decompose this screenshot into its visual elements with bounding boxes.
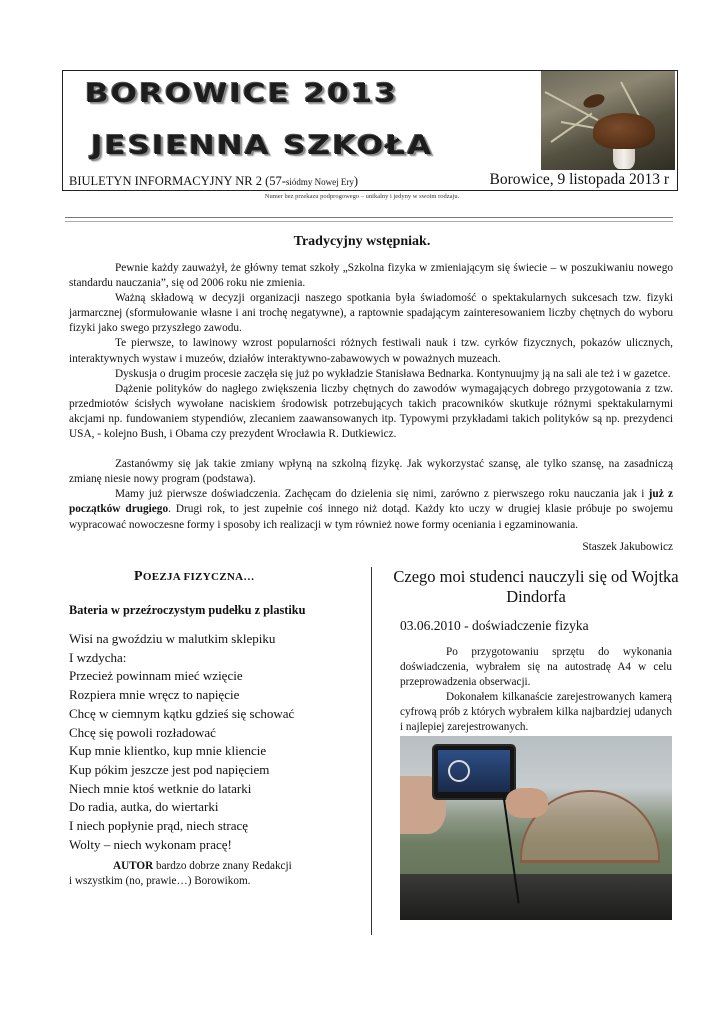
poem-line: Rozpiera mnie wręcz to napięcie xyxy=(69,687,240,703)
poem-heading: Bateria w przeźroczystym pudełku z plastiku xyxy=(69,603,306,617)
poem-body xyxy=(69,630,294,854)
editorial-paragraph: Pewnie każdy zauważył, że główny temat szkoły „Szkolna fizyka w zmieniającym się świecie – w poszukiwaniu nowego standardu nauczania”, się od 2006 roku nie zmienia. xyxy=(69,262,673,290)
poem-line: Wisi na gwoździu w malutkim sklepiku xyxy=(69,631,276,646)
pine-cone-shape xyxy=(582,92,607,111)
article-date: 03.06.2010 - doświadczenie fizyka xyxy=(400,618,589,633)
poem-line: Chcę w ciemnym kątku gdzieś się schować xyxy=(69,705,295,721)
masthead xyxy=(62,70,678,191)
editorial-title: Tradycyjny wstępniak. xyxy=(293,234,431,249)
gps-experiment-photo xyxy=(400,736,672,920)
divider-rule xyxy=(65,217,673,218)
article-body xyxy=(400,645,672,736)
divider-rule-thin xyxy=(65,221,673,222)
poem-author-note: AUTOR bardzo dobrze znany Redakcji i wszystkim (no, prawie…) Borowikom. xyxy=(69,860,292,887)
poem-line: Przecież powinnam mieć wzięcie xyxy=(69,668,243,684)
masthead-subnote: Numer bez przekazu podprogowego – unikalny i jedyny w swoim rodzaju. xyxy=(264,193,460,200)
poem-line: Do radia, autka, do wiertarki xyxy=(69,799,219,815)
masthead-title-line2: JESIENNA SZKOŁA xyxy=(91,131,434,161)
editorial-paragraph: Zastanówmy się jak takie zmiany wpłyną na szkolną fizykę. Jak wykorzystać szansę, ale tylko szansę, na zasadniczą zmianę niesie nowy program (podstawa). xyxy=(69,458,673,486)
column-divider xyxy=(371,567,372,935)
poetry-section-title: POEZJA FIZYCZNA… xyxy=(134,569,255,584)
bulletin-meta-line xyxy=(69,172,673,190)
editorial-paragraph: Dyskusja o drugim procesie zaczęła się już po wykładzie Stanisława Bednarka. Kontynuujmy ją na sali ale też i w gazetce. xyxy=(115,367,671,380)
editorial-paragraph: Ważną składową w decyzji organizacji naszego spotkania była świadomość o spektakularnych sukcesach tzw. fizyki jarmarcznej (sformułowanie własne i ani trochę negatywne), a raptownie spadającym zainteresowaniem liczby chętnych do wyboru fizyki jako swego przyszłego zawodu. xyxy=(69,292,673,335)
poem-line: I niech popłynie prąd, niech stracę xyxy=(69,818,249,834)
bulletin-label: BIULETYN INFORMACYJNY NR 2 (57-siódmy Nowej Ery) xyxy=(69,174,359,188)
car-dashboard-shape xyxy=(400,874,672,920)
masthead-title-line1: BOROWICE 2013 xyxy=(85,79,398,109)
hand-shape-right xyxy=(506,788,548,818)
article-paragraph: Dokonałem kilkanaście zarejestrowanych kamerą cyfrową prób z których wybrałem kilka najbardziej udanych i najlepiej zarejestrowanych. xyxy=(400,691,672,734)
editorial-signature: Staszek Jakubowicz xyxy=(582,540,673,553)
poem-line: Niech mnie ktoś wetknie do latarki xyxy=(69,780,252,796)
mushroom-photo xyxy=(541,71,675,170)
poem-line: Chcę się powoli rozładować xyxy=(69,724,216,740)
poem-line: I wzdycha: xyxy=(69,649,127,665)
editorial-paragraph: Dążenie polityków do nagłego zwiększenia liczby chętnych do zawodów wymagających dobrego przygotowania z tzw. przedmiotów ścisłych wywołane naciskiem środowisk potrzebujących takich pracowników skutkuje różnymi spektakularnymi akcjami np. fundowaniem stypendiów, zlecaniem zaawansowanych itp. Typowymi przykładami takich polityków są np. prezydenci USA, - kolejno Bush, i Obama czy prezydent Wrocławia R. Dutkiewicz. xyxy=(69,382,673,441)
article-title: Czego moi studenci nauczyli się od Wojtka Dindorfa xyxy=(393,567,679,606)
poem-line: Wolty – niech wykonam pracę! xyxy=(69,836,232,852)
mushroom-cap-shape xyxy=(593,113,655,149)
poem-line: Kup pókim jeszcze jest pod napięciem xyxy=(69,761,270,777)
editorial-body xyxy=(69,261,673,555)
gps-device-shape xyxy=(432,744,516,800)
article-paragraph: Po przygotowaniu sprzętu do wykonania doświadczenia, wybrałem się na autostradę A4 w celu przeprowadzenia obserwacji. xyxy=(400,646,672,689)
poem-line: Kup mnie klientko, kup mnie kliencie xyxy=(69,743,267,759)
editorial-paragraph: Te pierwsze, to lawinowy wzrost popularności różnych festiwali nauk i tzw. cyrków fizycznych, pokazów ulicznych, interaktywnych wystaw i muzeów, działów interaktywno-zabawowych w poważnych muzeach. xyxy=(69,337,673,365)
place-date: Borowice, 9 listopada 2013 r xyxy=(489,171,669,188)
editorial-paragraph: Mamy już pierwsze doświadczenia. Zachęcam do dzielenia się nimi, zarówno z pierwszego roku nauczania jak i już z początków drugiego. Drugi rok, to jest zupełnie coś innego niż dotąd. Każdy kto uczy w drugiej klasie próbuje po swojemu wypracować nowoczesne formy i sposoby ich realizacji w tym również nowe formy oceniania i egzaminowania. xyxy=(69,488,673,531)
